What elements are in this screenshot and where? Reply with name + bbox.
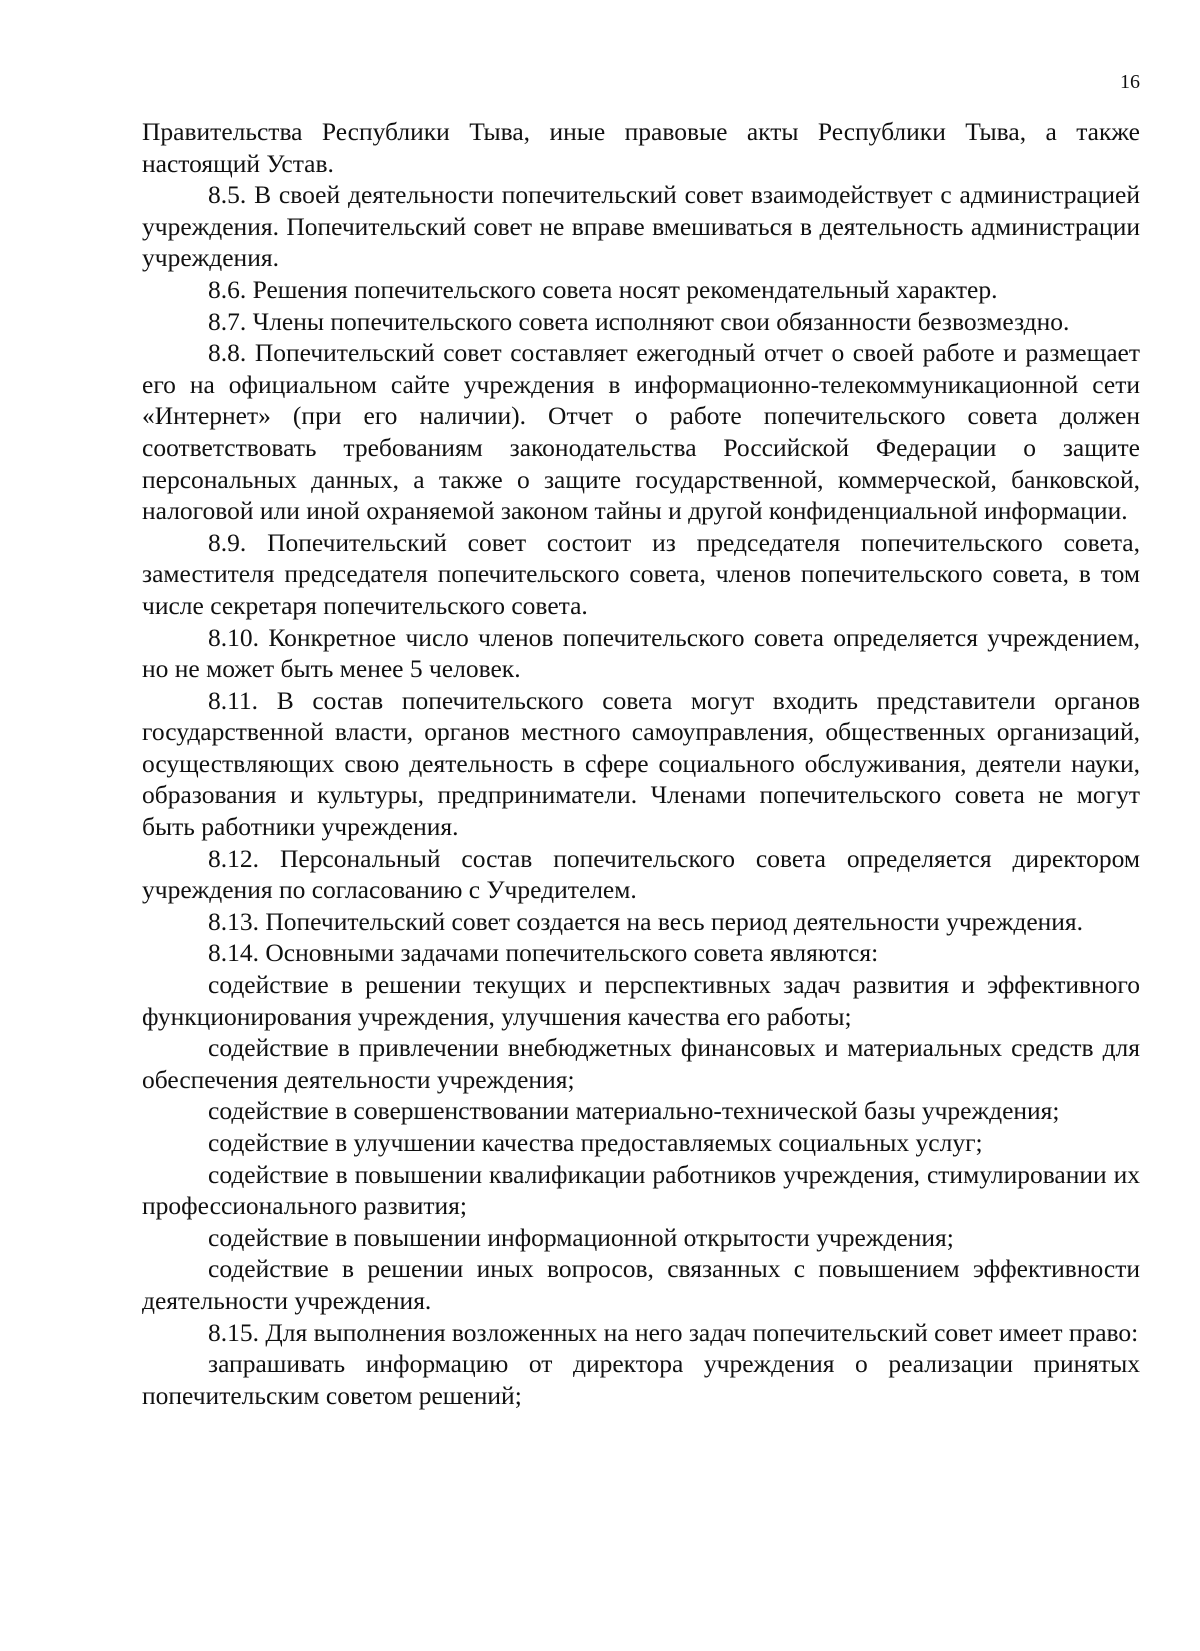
list-item-task: содействие в совершенствовании материально-технической базы учреждения; [208, 1096, 1060, 1126]
paragraph-8-13: 8.13. Попечительский совет создается на весь период деятельности учреждения. [208, 906, 1084, 936]
paragraph-8-15: 8.15. Для выполнения возложенных на него задач попечительский совет имеет право: [208, 1317, 1139, 1347]
list-item-task: содействие в повышении квалификации работников учреждения, стимулировании их профессионального развития; [142, 1159, 1140, 1221]
list-item-task: содействие в решении иных вопросов, связанных с повышением эффективности деятельности учреждения. [142, 1254, 1140, 1315]
list-item-task: содействие в улучшении качества предоставляемых социальных услуг; [208, 1128, 983, 1157]
paragraph-8-5: 8.5. В своей деятельности попечительский совет взаимодействует с администрацией учреждения. Попечительский совет не вправе вмешиваться в деятельность администрации учреждения. [142, 180, 1140, 273]
list-item-task: содействие в решении текущих и перспективных задач развития и эффективного функционирования учреждения, улучшения качества его работы; [142, 970, 1140, 1031]
paragraph-8-11: 8.11. В состав попечительского совета могут входить представители органов государственной власти, органов местного самоуправления, общественных организаций, осуществляющих свою деятельность в сфере социального обслуживания, деятели науки, образования и культуры, предприниматели. Членами попечительского совета не могут быть работники учреждения. [142, 685, 1140, 842]
list-item-right: запрашивать информацию от директора учреждения о реализации принятых попечительским советом решений; [142, 1349, 1140, 1410]
paragraph-continuation: Правительства Республики Тыва, иные правовые акты Республики Тыва, а также настоящий Устав. [142, 117, 1140, 178]
paragraph-8-12: 8.12. Персональный состав попечительского совета определяется директором учреждения по согласованию с Учредителем. [142, 843, 1140, 905]
list-item-task: содействие в повышении информационной открытости учреждения; [208, 1222, 954, 1252]
document-body [142, 116, 1140, 1411]
paragraph-8-9: 8.9. Попечительский совет состоит из председателя попечительского совета, заместителя председателя попечительского совета, членов попечительского совета, в том числе секретаря попечительского совета. [142, 527, 1140, 620]
paragraph-8-8: 8.8. Попечительский совет составляет ежегодный отчет о своей работе и размещает его на официальном сайте учреждения в информационно-телекоммуникационной сети «Интернет» (при его наличии). Отчет о работе попечительского совета должен соответствовать требованиям законодательства Российской Федерации о защите персональных данных, а также о защите государственной, коммерческой, банковской, налоговой или иной охраняемой законом тайны и другой конфиденциальной информации. [142, 338, 1140, 526]
page-number: 16 [1120, 71, 1140, 93]
paragraph-8-6: 8.6. Решения попечительского совета носят рекомендательный характер. [208, 274, 998, 304]
paragraph-8-7: 8.7. Члены попечительского совета исполняют свои обязанности безвозмездно. [208, 306, 1070, 336]
list-item-task: содействие в привлечении внебюджетных финансовых и материальных средств для обеспечения деятельности учреждения; [142, 1033, 1140, 1094]
paragraph-8-14: 8.14. Основными задачами попечительского совета являются: [208, 938, 879, 968]
paragraph-8-10: 8.10. Конкретное число членов попечительского совета определяется учреждением, но не может быть менее 5 человек. [142, 622, 1140, 684]
